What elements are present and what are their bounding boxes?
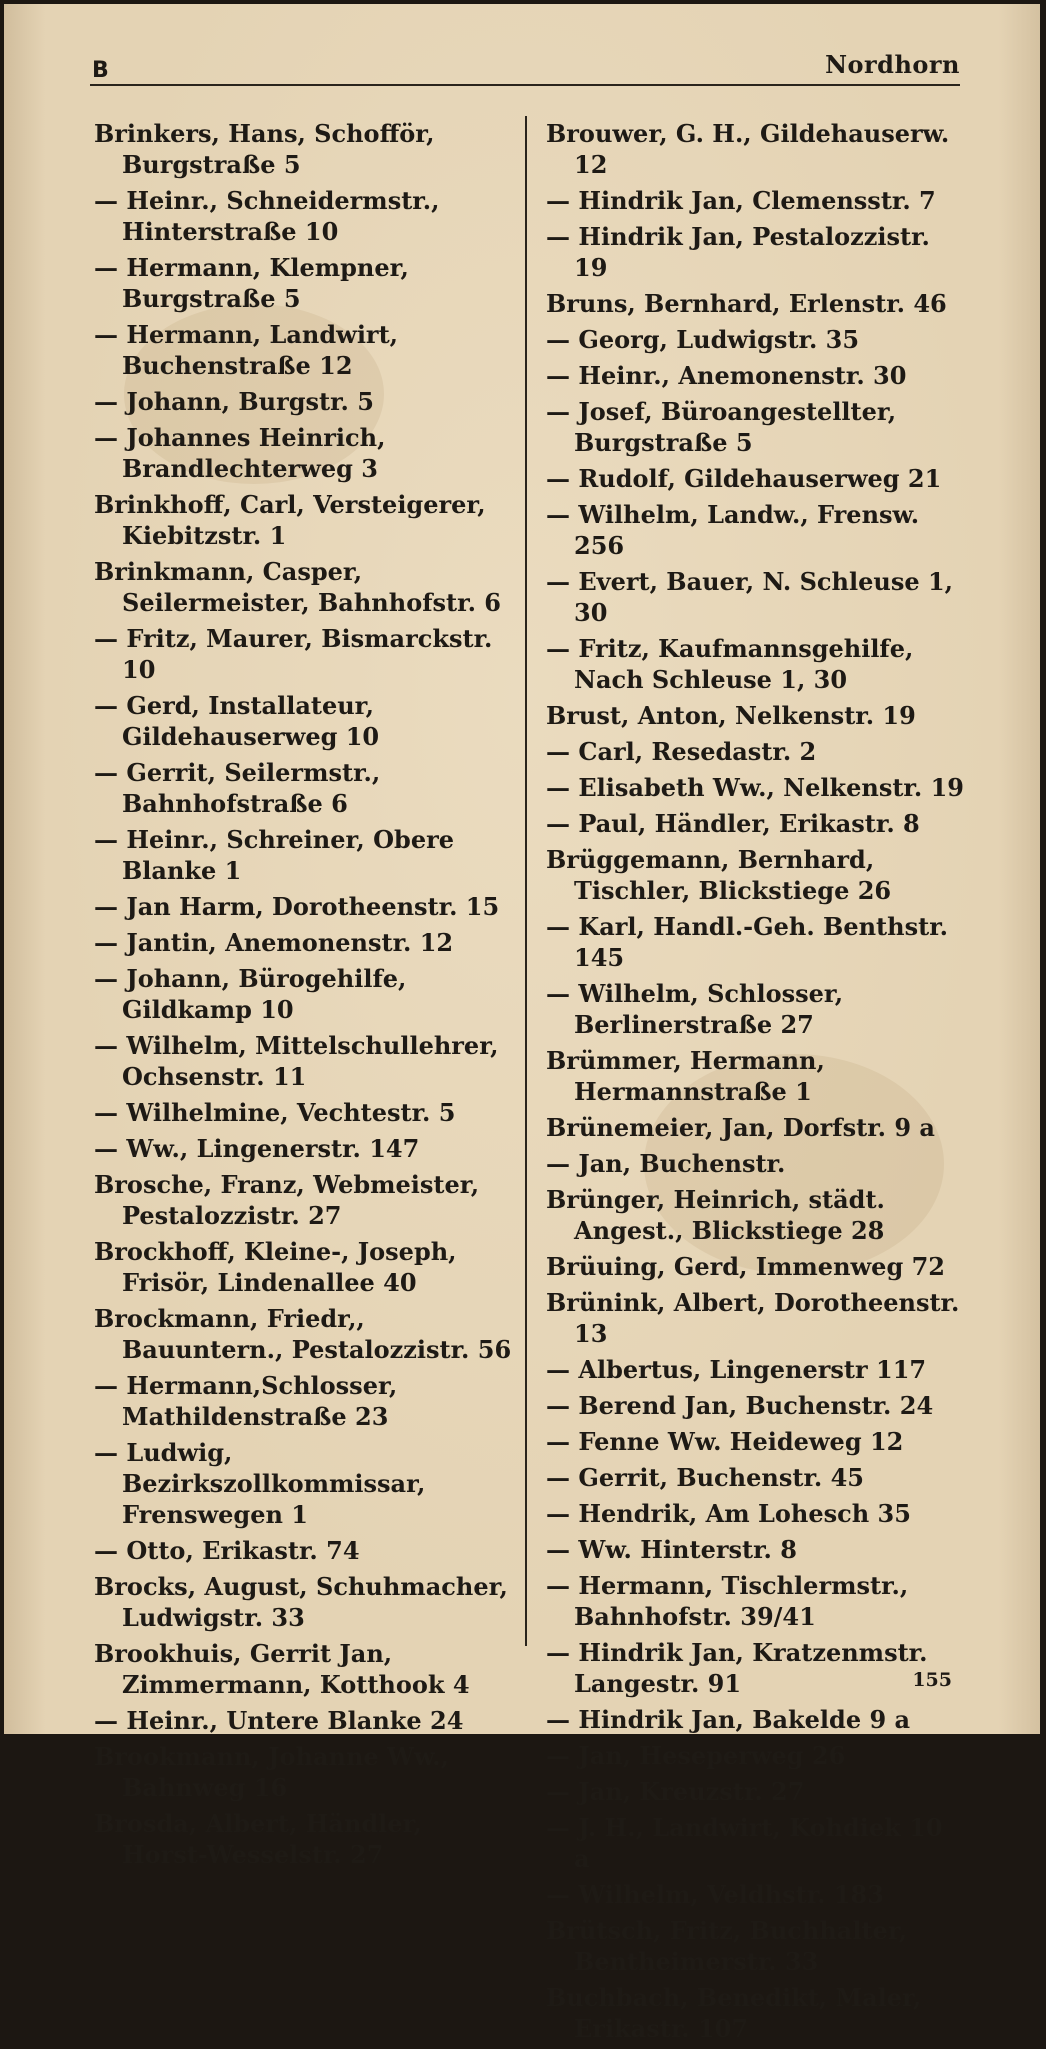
left-column: [94, 118, 514, 1875]
section-letter: B: [92, 58, 109, 83]
directory-entry: — Johann, Burgstr. 5: [94, 387, 374, 416]
directory-entry: — Hindrik Jan, Pestalozzistr. 19: [546, 222, 930, 282]
directory-entry: — Wilhelm, Veldhstr. 183: [546, 1880, 884, 1909]
directory-entry: Buchbach, Benedikt, Maler, Erikastr. 107: [546, 1983, 922, 2043]
directory-entry: — Berend Jan, Buchenstr. 24: [546, 1391, 934, 1420]
directory-entry: — Georg, Ludwigstr. 35: [546, 325, 860, 354]
directory-entry: Bruns, Bernhard, Erlenstr. 46: [546, 289, 947, 318]
directory-entry: — Heinr., Schreiner, Obere Blanke 1: [94, 825, 454, 885]
directory-entry: Brünger, Heinrich, städt. Angest., Blickstiege 28: [546, 1185, 885, 1245]
directory-entry: — Ludwig, Bezirkszollkommissar, Frenswegen 1: [94, 1438, 426, 1529]
directory-entry: Brockmann, Friedr,, Bauuntern., Pestalozzistr. 56: [94, 1304, 512, 1364]
directory-entry: — Hermann, Landwirt, Buchenstraße 12: [94, 320, 399, 380]
directory-entry: Brinkmann, Casper, Seilermeister, Bahnhofstr. 6: [94, 557, 501, 617]
directory-entry: Brockhoff, Kleine-, Joseph, Frisör, Lindenallee 40: [94, 1237, 457, 1297]
directory-entry: — J. H., Landwirt, Kohdiek 10 a: [546, 1813, 943, 1873]
column-divider: [525, 116, 527, 1646]
directory-entry: Brütsch, Fritz, Buchhalter, Bentheimerstr. 33: [546, 1916, 908, 1976]
directory-entry: — Hermann, Klempner, Burgstraße 5: [94, 253, 409, 313]
directory-entry: Brust, Anton, Nelkenstr. 19: [546, 701, 916, 730]
directory-entry: — Hindrik Jan, Clemensstr. 7: [546, 186, 936, 215]
directory-entry: — Gerrit, Buchenstr. 45: [546, 1463, 864, 1492]
directory-entry: — Wilhelm, Landw., Frensw. 256: [546, 500, 920, 560]
directory-entry: — Rudolf, Gildehauserweg 21: [546, 464, 942, 493]
directory-entry: — Jan, Buchenstr.: [546, 1149, 786, 1178]
directory-entry: — Jan, Heseperweg 26: [546, 1741, 846, 1770]
directory-entry: — Heinr., Untere Blanke 24: [94, 1706, 464, 1735]
directory-entry: Brüuing, Gerd, Immenweg 72: [546, 1252, 945, 1281]
directory-entry: — Gerd, Installateur, Gildehauserweg 10: [94, 691, 380, 751]
directory-entry: Brookmann, Johanne Ww., Bahnweg 16: [94, 1742, 449, 1802]
directory-entry: — Hindrik Jan, Bakelde 9 a: [546, 1705, 911, 1734]
directory-entry: Brocks, August, Schuhmacher, Ludwigstr. 33: [94, 1572, 508, 1632]
directory-entry: — Heinr., Schneidermstr., Hinterstraße 10: [94, 186, 440, 246]
directory-entry: — Josef, Büroangestellter, Burgstraße 5: [546, 397, 897, 457]
directory-entry: Brümmer, Hermann, Hermannstraße 1: [546, 1046, 825, 1106]
city-heading: Nordhorn: [825, 50, 960, 79]
directory-entry: Brinkhoff, Carl, Versteigerer, Kiebitzstr. 1: [94, 490, 486, 550]
directory-entry: — Jan, Kreuzstr. 27: [546, 1777, 805, 1806]
directory-entry: — Evert, Bauer, N. Schleuse 1, 30: [546, 567, 954, 627]
directory-entry: — Hermann,Schlosser, Mathildenstraße 23: [94, 1371, 398, 1431]
right-column: [546, 118, 966, 2049]
directory-entry: — Fenne Ww. Heideweg 12: [546, 1427, 904, 1456]
directory-entry: — Elisabeth Ww., Nelkenstr. 19: [546, 773, 964, 802]
directory-entry: — Johannes Heinrich, Brandlechterweg 3: [94, 423, 386, 483]
directory-entry: — Wilhelmine, Vechtestr. 5: [94, 1098, 456, 1127]
directory-entry: — Hindrik Jan, Kratzenmstr. Langestr. 91: [546, 1638, 928, 1698]
directory-entry: Brookhuis, Gerrit Jan, Zimmermann, Kotthook 4: [94, 1639, 470, 1699]
directory-entry: — Otto, Erikastr. 74: [94, 1536, 360, 1565]
directory-entry: Brinkers, Hans, Schofför, Burgstraße 5: [94, 119, 435, 179]
directory-entry: — Fritz, Kaufmannsgehilfe, Nach Schleuse 1, 30: [546, 634, 914, 694]
directory-entry: — Gerrit, Seilermstr., Bahnhofstraße 6: [94, 758, 381, 818]
directory-entry: — Heinr., Anemonenstr. 30: [546, 361, 907, 390]
directory-entry: — Jantin, Anemonenstr. 12: [94, 928, 454, 957]
directory-entry: — Wilhelm, Schlosser, Berlinerstraße 27: [546, 979, 844, 1039]
directory-entry: — Wilhelm, Mittelschullehrer, Ochsenstr. 11: [94, 1031, 499, 1091]
directory-entry: Brünink, Albert, Dorotheenstr. 13: [546, 1288, 960, 1348]
directory-entry: — Ww. Hinterstr. 8: [546, 1535, 797, 1564]
directory-entry: Brünemeier, Jan, Dorfstr. 9 a: [546, 1113, 935, 1142]
directory-entry: — Albertus, Lingenerstr 117: [546, 1355, 927, 1384]
directory-entry: Brüggemann, Bernhard, Tischler, Blickstiege 26: [546, 845, 892, 905]
header-rule: [90, 84, 960, 86]
directory-entry: — Jan Harm, Dorotheenstr. 15: [94, 892, 500, 921]
directory-entry: Brouwer, G. H., Gildehauserw. 12: [546, 119, 950, 179]
directory-entry: Brosche, Franz, Webmeister, Pestalozzistr. 27: [94, 1170, 480, 1230]
directory-entry: — Hermann, Tischlermstr., Bahnhofstr. 39/41: [546, 1571, 909, 1631]
directory-entry: — Karl, Handl.-Geh. Benthstr. 145: [546, 912, 948, 972]
directory-entry: — Carl, Resedastr. 2: [546, 737, 817, 766]
directory-page: [4, 4, 1040, 2043]
page-number: 155: [912, 1669, 952, 1691]
directory-entry: — Paul, Händler, Erikastr. 8: [546, 809, 920, 838]
directory-entry: Brosda, Albert, Händler, Horst-Wesselstr. 27: [94, 1809, 422, 1869]
directory-entry: — Johann, Bürogehilfe, Gildkamp 10: [94, 964, 407, 1024]
directory-entry: — Fritz, Maurer, Bismarckstr. 10: [94, 624, 493, 684]
directory-entry: — Hendrik, Am Lohesch 35: [546, 1499, 911, 1528]
directory-entry: — Ww., Lingenerstr. 147: [94, 1134, 420, 1163]
